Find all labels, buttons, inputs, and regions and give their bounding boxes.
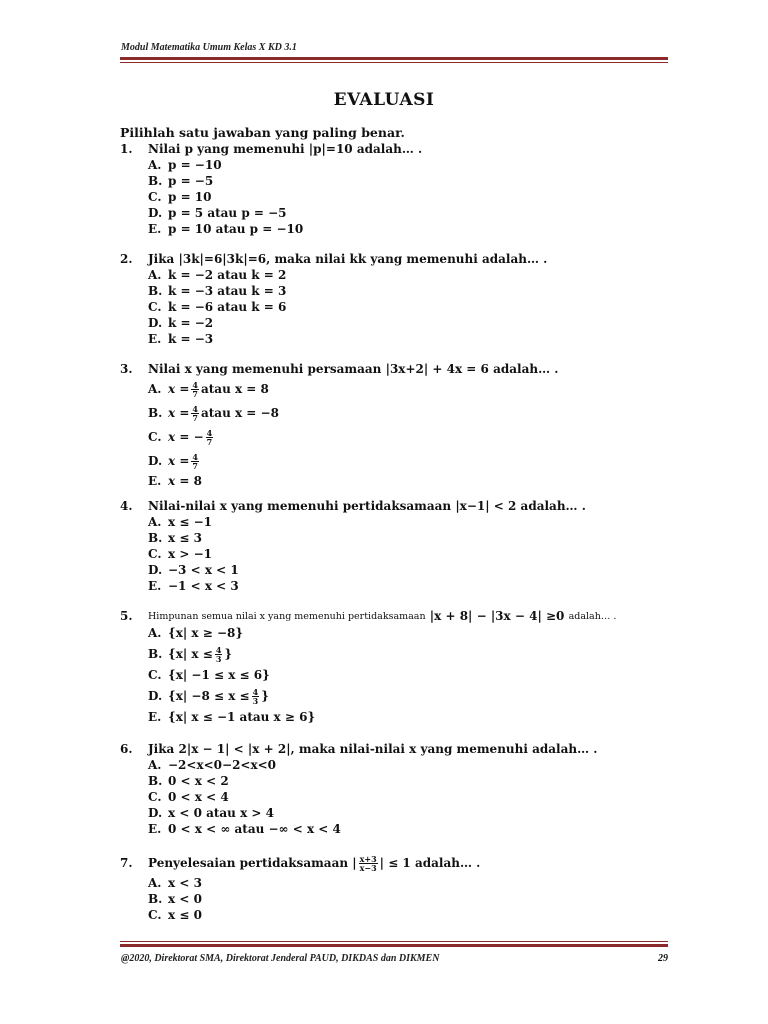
question-number: 7. (120, 856, 133, 870)
header-rule-thin (120, 62, 668, 63)
option-a: A. x ≤ −1 (148, 515, 212, 529)
question-4 (120, 498, 680, 594)
option-e: E. x = 8 (148, 474, 202, 488)
question-number: 6. (120, 742, 133, 756)
fraction: $\frac{4}{3}$ (252, 686, 259, 706)
option-c: C. x > −1 (148, 547, 212, 561)
question-number: 1. (120, 142, 133, 156)
question-text: Jika |3k|=6|3k|=6, maka nilai kk yang memenuhi adalah… . (148, 252, 548, 266)
option-b: B. k = −3 atau k = 3 (148, 284, 287, 298)
option-a: A. p = −10 (148, 158, 222, 172)
options-list (148, 157, 680, 237)
option-c: C. p = 10 (148, 190, 212, 204)
option-d: D. p = 5 atau p = −5 (148, 206, 287, 220)
fraction: $\frac{4}{7}$ (192, 451, 198, 471)
question-5: 5. Himpunan semua nilai x yang memenuhi pertidaksamaan |x + 8| − |3x − 4| ≥0 adalah… . A. {x| x ≥ −8} B. {x| x ≤ $\frac{4}{3}$ } C. {x| −1 ≤ x ≤ 6} D. {x| −8 ≤ x ≤ $\frac{4}{3}$ } E. {x| x ≤ −1 atau x ≥ 6} (120, 608, 680, 726)
option-b: B. 0 < x < 2 (148, 774, 229, 788)
option-e: E. k = −3 (148, 332, 214, 346)
option-a: A. −2<x<0−2<x<0 (148, 758, 277, 772)
options-list (148, 377, 680, 489)
options-list (148, 757, 680, 837)
option-e: E. 0 < x < ∞ atau −∞ < x < 4 (148, 822, 341, 836)
fraction: $\frac{4}{7}$ (192, 403, 198, 423)
option-e: E. {x| x ≤ −1 atau x ≥ 6} (148, 710, 316, 724)
question-number: 3. (120, 362, 133, 376)
page-number: 29 (658, 953, 668, 964)
option-b: B. x ≤ 3 (148, 531, 202, 545)
option-c: C. 0 < x < 4 (148, 790, 229, 804)
option-b: B. x < 0 (148, 892, 202, 906)
question-text: Jika 2|x − 1| < |x + 2|, maka nilai-nilai x yang memenuhi adalah… . (148, 742, 598, 756)
fraction: $\frac{4}{7}$ (192, 379, 198, 399)
options-list (148, 267, 680, 347)
question-text: Nilai-nilai x yang memenuhi pertidaksamaan |x−1| < 2 adalah… . (148, 499, 586, 513)
fraction: $\frac{4}{3}$ (215, 644, 222, 664)
option-c: C. {x| −1 ≤ x ≤ 6} (148, 668, 270, 682)
options-list (148, 624, 680, 726)
question-text: Nilai x yang memenuhi persamaan |3x+2| + 4x = 6 adalah… . (148, 362, 559, 376)
option-d: D. k = −2 (148, 316, 214, 330)
option-a: A. x = $\frac{4}{7}$ atau x = 8 (148, 379, 269, 399)
question-text: Nilai p yang memenuhi |p|=10 adalah… . (148, 142, 423, 156)
option-b: B. {x| x ≤ $\frac{4}{3}$ } (148, 644, 233, 664)
question-3 (120, 361, 680, 489)
page-title: EVALUASI (333, 90, 435, 110)
footer-rule-thin (120, 941, 668, 942)
fraction: $\frac{x+3}{x-3}$ (359, 853, 377, 873)
fraction: $\frac{4}{7}$ (206, 427, 213, 447)
question-1 (120, 141, 680, 237)
option-a: A. x < 3 (148, 876, 202, 890)
question-7: 7. Penyelesaian pertidaksamaan | $\frac{x+3}{x-3}$ | ≤ 1 adalah… . A. x < 3 B. x < 0 C. x ≤ 0 (120, 851, 680, 923)
question-6 (120, 741, 680, 837)
options-list (148, 875, 680, 923)
option-e: E. −1 < x < 3 (148, 579, 239, 593)
option-d: D. {x| −8 ≤ x ≤ $\frac{4}{3}$ } (148, 686, 269, 706)
question-number: 5. (120, 609, 133, 623)
option-d: D. x = $\frac{4}{7}$ (148, 451, 198, 471)
option-c: C. x = − $\frac{4}{7}$ (148, 427, 213, 447)
option-b: B. x = $\frac{4}{7}$ atau x = −8 (148, 403, 279, 423)
question-number: 4. (120, 499, 133, 513)
footer-rule (120, 944, 668, 947)
option-d: D. −3 < x < 1 (148, 563, 239, 577)
instruction: Pilihlah satu jawaban yang paling benar. (120, 125, 405, 140)
option-a: A. {x| x ≥ −8} (148, 626, 244, 640)
header-rule (120, 57, 668, 60)
option-c: C. k = −6 atau k = 6 (148, 300, 287, 314)
option-b: B. p = −5 (148, 174, 214, 188)
option-d: D. x < 0 atau x > 4 (148, 806, 275, 820)
question-2 (120, 251, 680, 347)
options-list (148, 514, 680, 594)
footer-text: @2020, Direktorat SMA, Direktorat Jenderal PAUD, DIKDAS dan DIKMEN (121, 953, 440, 964)
header-text: Modul Matematika Umum Kelas X KD 3.1 (121, 42, 297, 53)
option-c: C. x ≤ 0 (148, 908, 202, 922)
question-number: 2. (120, 252, 133, 266)
option-a: A. k = −2 atau k = 2 (148, 268, 287, 282)
option-e: E. p = 10 atau p = −10 (148, 222, 304, 236)
